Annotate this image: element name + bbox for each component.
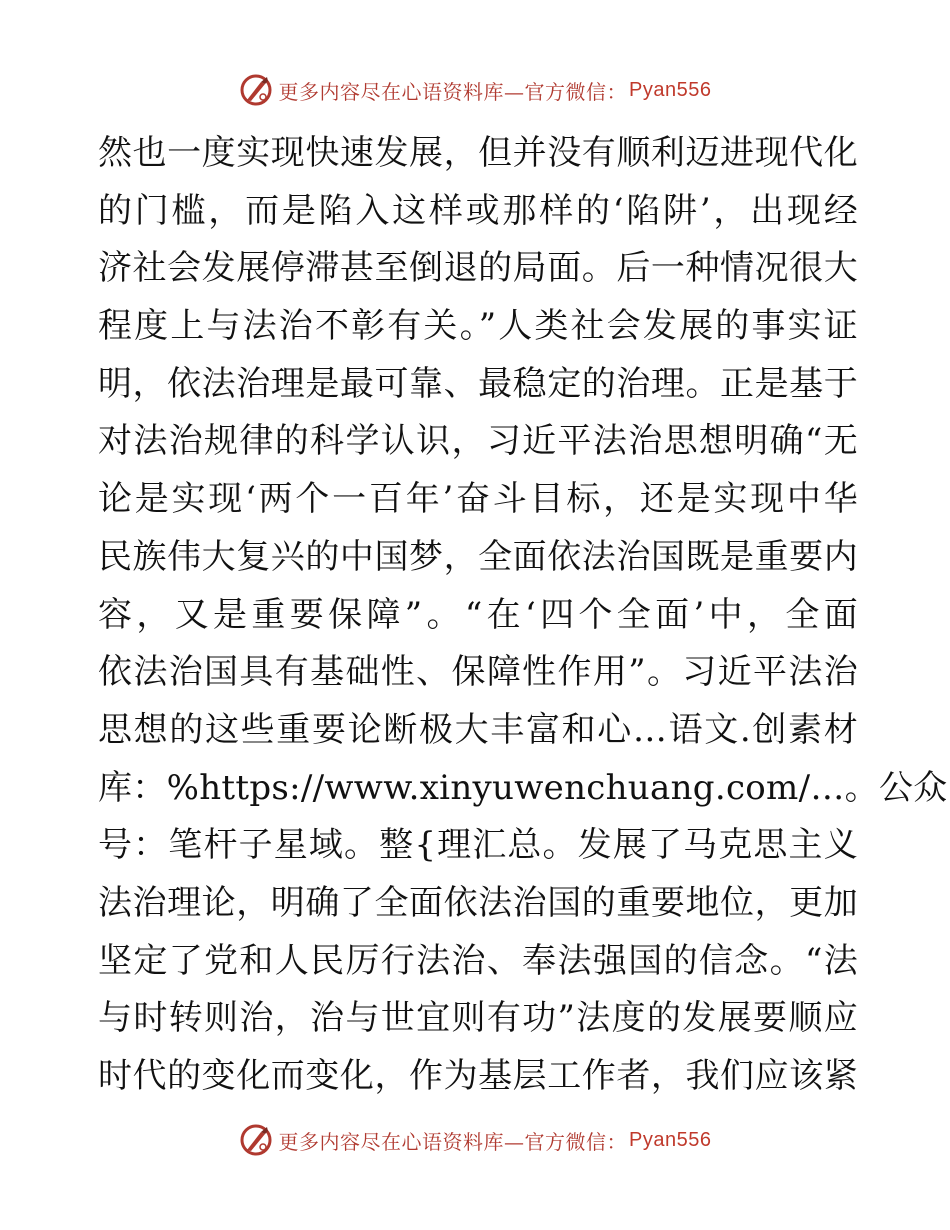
body-line: 库：%https://www.xinyuwenchuang.com/…。公众 <box>98 767 948 808</box>
body-line: 论是实现‘两个一百年’奋斗目标，还是实现中华 <box>98 479 858 520</box>
body-line: 坚定了党和人民厉行法治、奉法强国的信念。“法 <box>98 940 858 981</box>
body-line: 号：笔杆子星域。整{理汇总。发展了马克思主义 <box>98 825 858 866</box>
body-line: 程度上与法治不彰有关。”人类社会发展的事实证 <box>98 306 858 347</box>
watermark-text: 更多内容尽在心语资料库—官方微信： <box>278 79 628 104</box>
body-line: 济社会发展停滞甚至倒退的局面。后一种情况很大 <box>98 248 858 289</box>
body-line: 对法治规律的科学认识，习近平法治思想明确“无 <box>98 421 858 462</box>
body-line: 依法治国具有基础性、保障性作用”。习近平法治 <box>98 652 858 693</box>
watermark-text: 更多内容尽在心语资料库—官方微信： <box>278 1129 628 1154</box>
body-line: 与时转则治，治与世宜则有功”法度的发展要顺应 <box>98 998 858 1039</box>
body-line: 明，依法治理是最可靠、最稳定的治理。正是基于 <box>98 363 858 404</box>
header-watermark <box>0 70 950 110</box>
watermark-wechat-id: Pyan556 <box>629 1128 712 1151</box>
body-line: 思想的这些重要论断极大丰富和心…语文.创素材 <box>98 709 858 750</box>
quill-logo-icon <box>239 1123 273 1157</box>
watermark-wechat-id: Pyan556 <box>629 78 712 101</box>
body-text <box>98 125 948 1106</box>
footer-watermark <box>0 1120 950 1160</box>
body-line: 时代的变化而变化，作为基层工作者，我们应该紧 <box>98 1056 858 1096</box>
body-line: 容，又是重要保障”。“在‘四个全面’中，全面 <box>98 594 858 635</box>
body-line: 然也一度实现快速发展，但并没有顺利迈进现代化 <box>98 133 858 173</box>
body-line: 的门槛，而是陷入这样或那样的‘陷阱’，出现经 <box>98 190 858 231</box>
quill-logo-icon <box>239 73 273 107</box>
body-line: 法治理论，明确了全面依法治国的重要地位，更加 <box>98 882 858 923</box>
body-line: 民族伟大复兴的中国梦，全面依法治国既是重要内 <box>98 536 858 577</box>
